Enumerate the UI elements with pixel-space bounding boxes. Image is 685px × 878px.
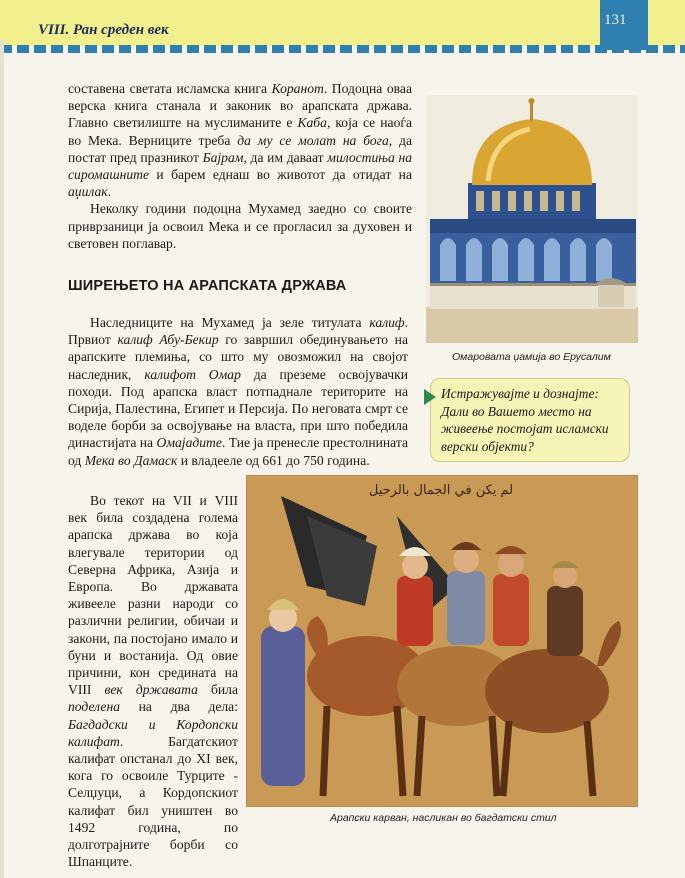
header-dashed-border [0,45,685,53]
intro-paragraph-1: составена светата исламска книга Коранот. Подоцна оваа верска книга станала и законик во арапската држава. Главно светилиште на муслиманите е Каба, која се наоѓа во Мека. Верниците треба да му се молат на бога, да постат пред празникот Бајрам, да им даваат милостиња на сиромашните и барем еднаш во животот да отидат на аџилак. [68,81,412,200]
arrow-right-icon [424,389,436,405]
research-callout-text: Истражувајте и дознајте: Дали во Вашето место на живеење постојат исламски верски објекти? [441,386,609,454]
photo-caption: Омаровата џамија во Ерусалим [452,351,611,363]
section-paragraph-1: Наследниците на Мухамед ја зеле титулата калиф. Првиот калиф Абу-Бекир го завршил обединувањето на арапските племиња, со што му овозможил на својот наследник, калифот Омар да преземе освојувачки походи. Под арапска власт потпаднале територите на Сирија, Палестина, Египет и Персија. По неговата смрт се воделе борби за освојување на власта, при што победила династијата на Омајадите. Тие ја пренесле престолнината од Мека во Дамаск и владееле од 661 до 750 година. [68,315,408,468]
intro-text-block [68,80,412,252]
chapter-title: VIII. Ран среден век [38,22,169,38]
dome-of-the-rock-photo [426,95,638,343]
page-spine-edge [0,40,4,878]
section-paragraph-2: Во текот на VII и VIII век била создадена голема арапска држава во која влегувале територии од Северна Африка, Азија и Европа. Во државата живееле разни народи со различни религии, обичаи и закони, па постојано имало и буни и востанија. Од овие причини, кон средината на VIII век државата била поделена на два дела: Багдадски и Кордопски калифат. Багдатскиот калифат опстанал до XI век, кога го освоиле Турците - Селџуци, а Кордопскиот калифат бил уништен во 1492 година, по долготрајните борби со Шпанците. [68,493,238,870]
arab-caravan-painting [246,475,638,807]
caravan-illustration [247,476,637,806]
page-number: 131 [604,12,627,28]
painting-caption: Арапски карван, насликан во багдатски стил [330,812,557,824]
intro-paragraph-2: Неколку години подоцна Мухамед заедно со своите приврзаници ја освоил Мека и се прогласил за духовен и световен поглавар. [68,201,412,251]
mosque-illustration [426,95,638,343]
section-heading: ШИРЕЊЕТО НА АРАПСКАТА ДРЖАВА [68,278,347,294]
painting-arabic-inscription: لم يكن في الجمال بالرحيل [368,483,514,498]
